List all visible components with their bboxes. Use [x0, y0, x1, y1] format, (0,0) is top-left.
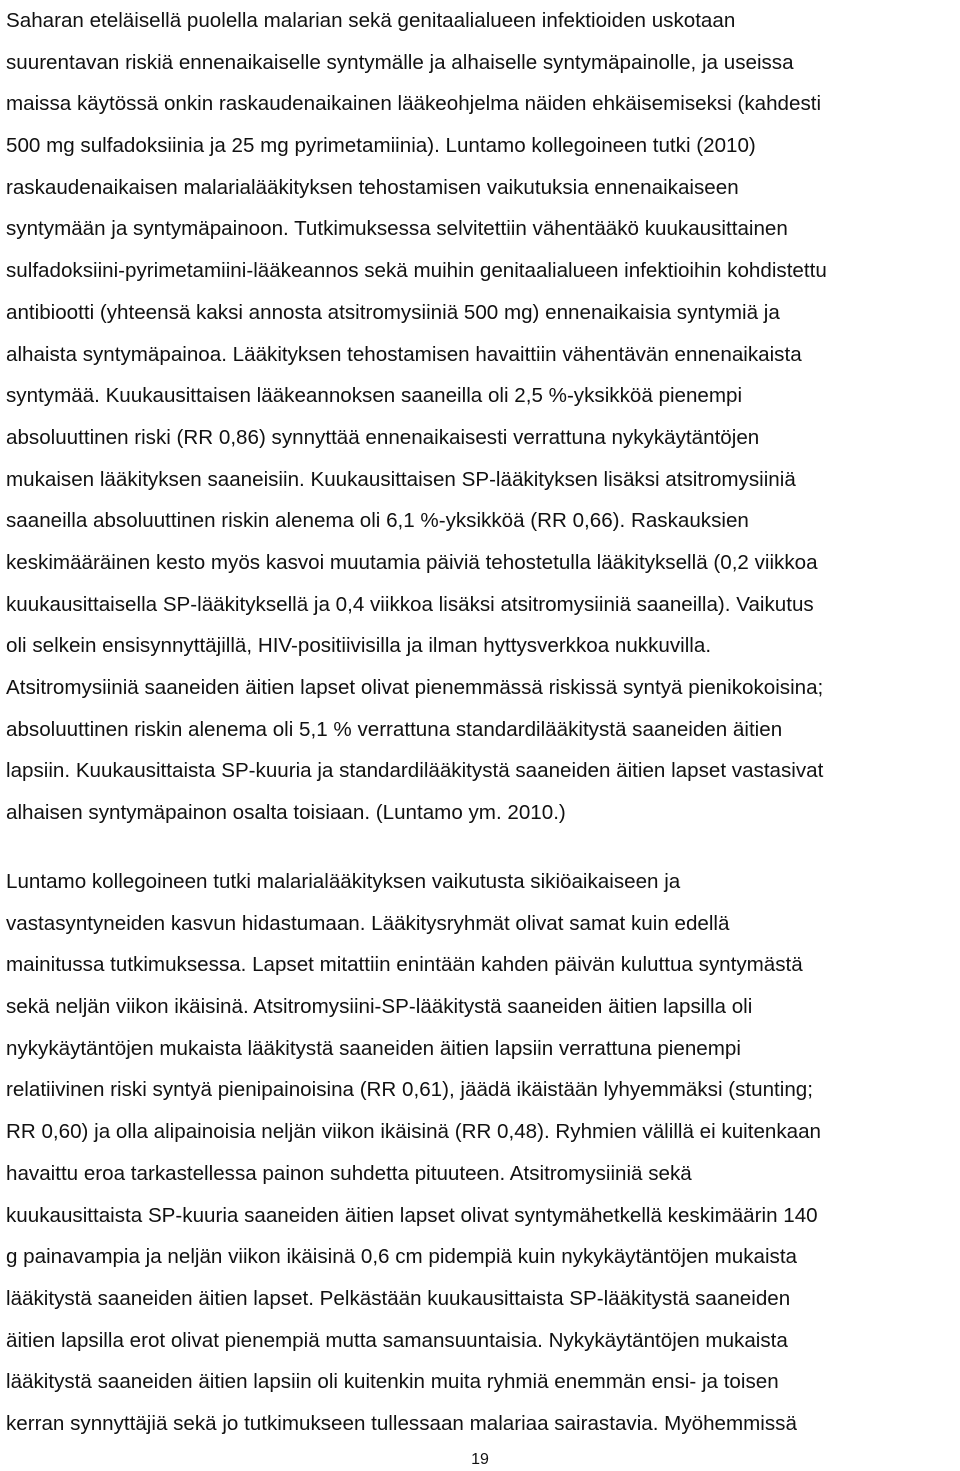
- text-line: havaittu eroa tarkastellessa painon suhdetta pituuteen. Atsitromysiiniä sekä: [6, 1161, 692, 1185]
- text-line: 500 mg sulfadoksiinia ja 25 mg pyrimetamiinia). Luntamo kollegoineen tutki (2010): [6, 134, 756, 158]
- text-line: kuukausittaisella SP-lääkityksellä ja 0,4 viikkoa lisäksi atsitromysiiniä saaneilla). Vaikutus: [6, 592, 814, 616]
- text-line: kerran synnyttäjiä sekä jo tutkimukseen tullessaan malariaa sairastavia. Myöhemmissä: [6, 1411, 797, 1435]
- text-line: Luntamo kollegoineen tutki malarialääkityksen vaikutusta sikiöaikaiseen ja: [6, 870, 681, 893]
- text-line: nykykäytäntöjen mukaista lääkitystä saaneiden äitien lapsiin verrattuna pienempi: [6, 1036, 741, 1060]
- text-line: lääkitystä saaneiden äitien lapsiin oli kuitenkin muita ryhmiä enemmän ensi- ja toisen: [6, 1370, 779, 1394]
- text-line: antibiootti (yhteensä kaksi annosta atsitromysiiniä 500 mg) ennenaikaisia syntymiä ja: [6, 300, 780, 324]
- text-line: äitien lapsilla erot olivat pienempiä mutta samansuuntaisia. Nykykäytäntöjen mukaista: [6, 1328, 788, 1352]
- text-line: saaneilla absoluuttinen riskin alenema oli 6,1 %-yksikköä (RR 0,66). Raskauksien: [6, 509, 749, 533]
- text-line: vastasyntyneiden kasvun hidastumaan. Lääkitysryhmät olivat samat kuin edellä: [6, 911, 730, 935]
- text-line: suurentavan riskiä ennenaikaiselle syntymälle ja alhaiselle syntymäpainolle, ja useissa: [6, 50, 794, 74]
- paragraph-1: [6, 0, 827, 834]
- text-line: absoluuttinen riski (RR 0,86) synnyttää ennenaikaisesti verrattuna nykykäytäntöjen: [6, 425, 760, 449]
- text-line: oli selkein ensisynnyttäjillä, HIV-positiivisilla ja ilman hyttysverkkoa nukkuvilla.: [6, 634, 712, 658]
- text-line: sulfadoksiini-pyrimetamiini-lääkeannos sekä muihin genitaalialueen infektioihin kohdistettu: [6, 259, 827, 283]
- text-line: absoluuttinen riskin alenema oli 5,1 % verrattuna standardilääkitystä saaneiden äitien: [6, 717, 783, 741]
- text-line: sekä neljän viikon ikäisinä. Atsitromysiini-SP-lääkitystä saaneiden äitien lapsilla oli: [6, 995, 753, 1019]
- text-line: alhaisen syntymäpainon osalta toisiaan. (Luntamo ym. 2010.): [6, 801, 566, 825]
- text-line: mukaisen lääkityksen saaneisiin. Kuukausittaisen SP-lääkityksen lisäksi atsitromysiiniä: [6, 467, 796, 491]
- text-line: lääkitystä saaneiden äitien lapset. Pelkästään kuukausittaista SP-lääkitystä saaneiden: [6, 1286, 791, 1310]
- text-line: syntymään ja syntymäpainoon. Tutkimuksessa selvitettiin vähentääkö kuukausittainen: [6, 217, 788, 241]
- text-line: alhaista syntymäpainoa. Lääkityksen tehostamisen havaittiin vähentävän ennenaikaista: [6, 342, 802, 366]
- text-line: relatiivinen riski syntyä pienipainoisina (RR 0,61), jäädä ikäistään lyhyemmäksi (stunting;: [6, 1078, 813, 1102]
- text-line: syntymää. Kuukausittaisen lääkeannoksen saaneilla oli 2,5 %-yksikköä pienempi: [6, 384, 743, 408]
- text-line: RR 0,60) ja olla alipainoisia neljän viikon ikäisinä (RR 0,48). Ryhmien välillä ei kuitenkaan: [6, 1120, 822, 1144]
- text-line: kuukausittaista SP-kuuria saaneiden äitien lapset olivat syntymähetkellä keskimäärin 140: [6, 1203, 818, 1227]
- text-line: g painavampia ja neljän viikon ikäisinä 0,6 cm pidempiä kuin nykykäytäntöjen mukaista: [6, 1245, 797, 1269]
- text-line: maissa käytössä onkin raskaudenaikainen lääkeohjelma näiden ehkäisemiseksi (kahdesti: [6, 92, 822, 116]
- text-line: raskaudenaikaisen malarialääkityksen tehostamisen vaikutuksia ennenaikaiseen: [6, 175, 739, 199]
- text-line: lapsiin. Kuukausittaista SP-kuuria ja standardilääkitystä saaneiden äitien lapset vastasivat: [6, 759, 824, 783]
- text-line: Saharan eteläisellä puolella malarian sekä genitaalialueen infektioiden uskotaan: [6, 9, 736, 32]
- page-number: 19: [471, 1451, 489, 1468]
- text-line: keskimääräinen kesto myös kasvoi muutamia päiviä tehostetulla lääkityksellä (0,2 viikkoa: [6, 550, 818, 574]
- paragraph-2: [6, 861, 821, 1445]
- text-line: mainitussa tutkimuksessa. Lapset mitattiin enintään kahden päivän kuluttua syntymästä: [6, 953, 803, 977]
- text-line: Atsitromysiiniä saaneiden äitien lapset olivat pienemmässä riskissä syntyä pienikokoisina;: [6, 676, 824, 699]
